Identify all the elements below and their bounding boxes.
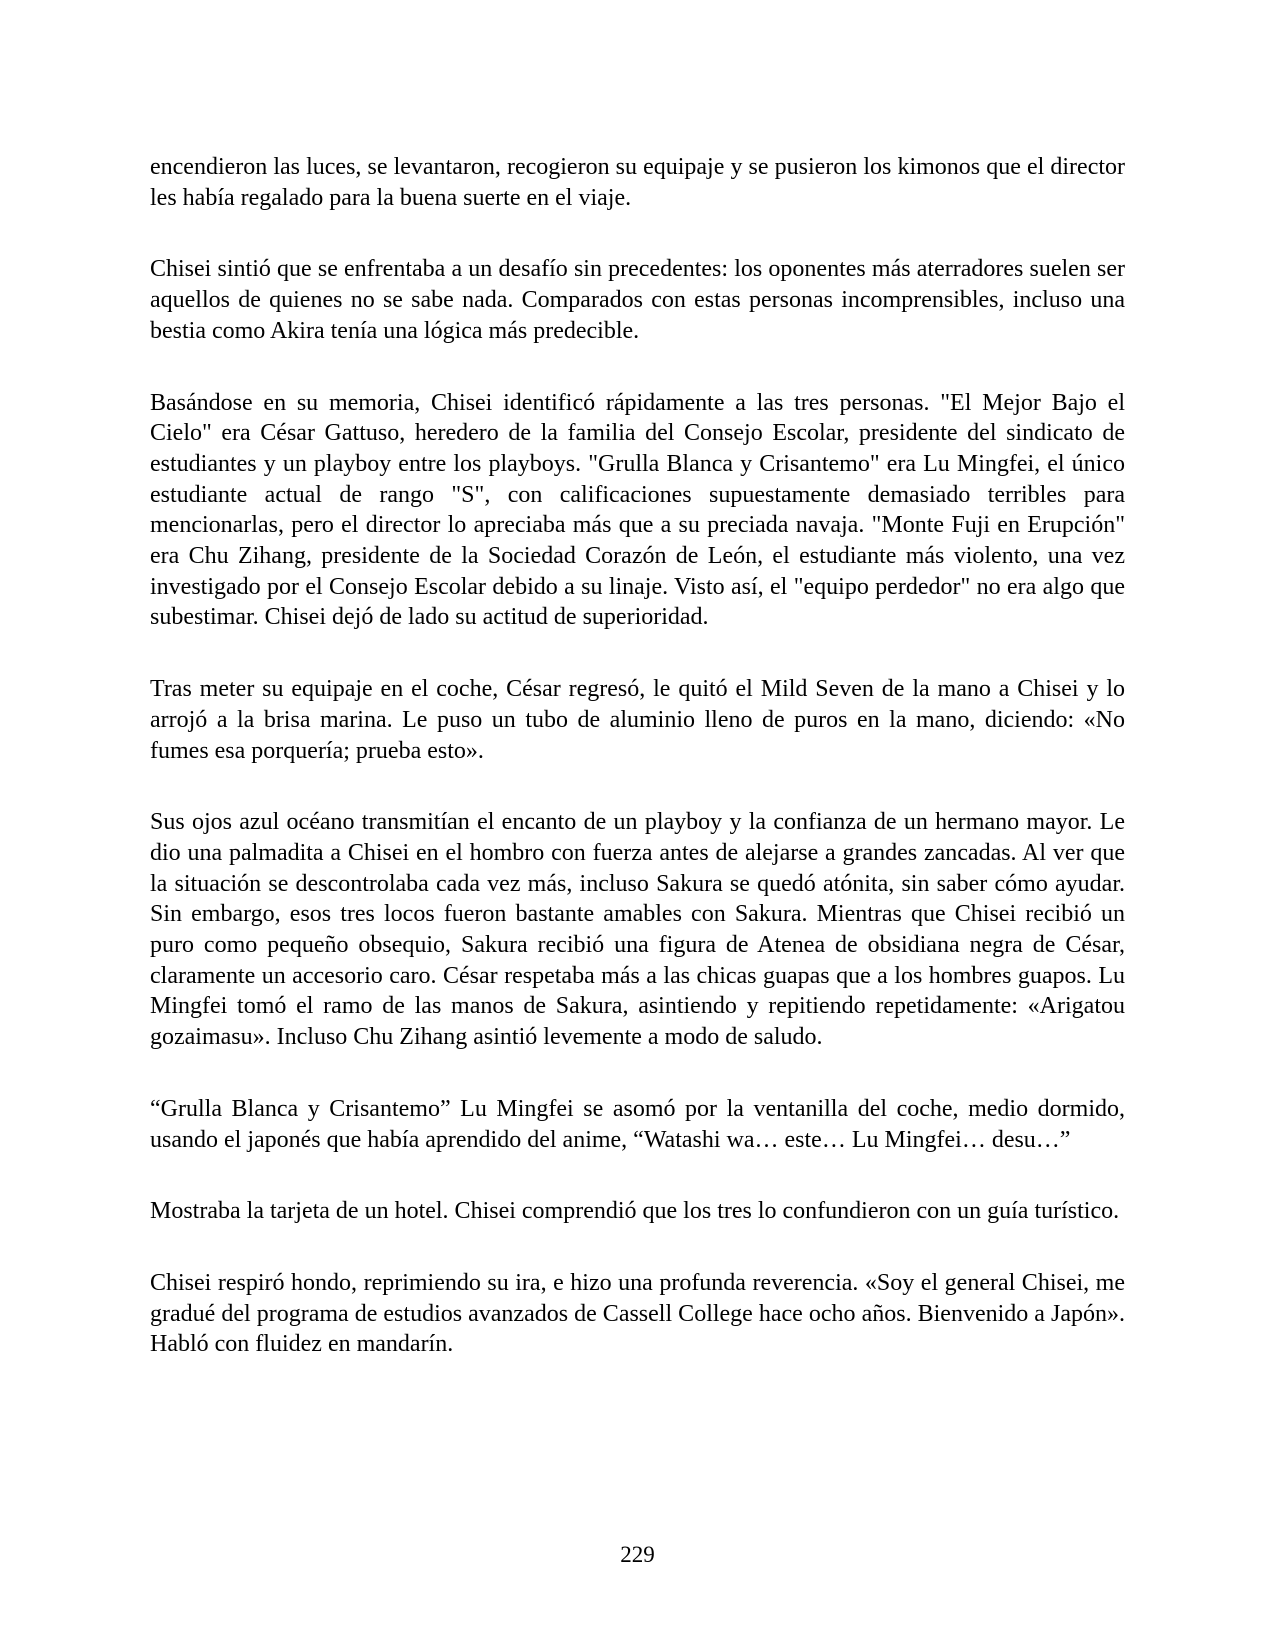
page-footer: [0, 1541, 1275, 1569]
page-number: 229: [620, 1542, 655, 1567]
paragraph-2: Chisei sintió que se enfrentaba a un desafío sin precedentes: los oponentes más aterradores suelen ser aquellos de quienes no se sabe nada. Comparados con estas personas incomprensibles, incluso una bestia como Akira tenía una lógica más predecible.: [150, 256, 1125, 344]
paragraph-1: encendieron las luces, se levantaron, recogieron su equipaje y se pusieron los kimonos que el director les había regalado para la buena suerte en el viaje.: [150, 154, 1125, 211]
paragraph-6: “Grulla Blanca y Crisantemo” Lu Mingfei se asomó por la ventanilla del coche, medio dormido, usando el japonés que había aprendido del anime, “Watashi wa… este… Lu Mingfei… desu…”: [150, 1095, 1125, 1153]
paragraph-4: Tras meter su equipaje en el coche, César regresó, le quitó el Mild Seven de la mano a Chisei y lo arrojó a la brisa marina. Le puso un tubo de aluminio lleno de puros en la mano, diciendo: «No fumes esa porquería; prueba esto».: [150, 676, 1125, 764]
page-body: [150, 152, 1125, 1360]
paragraph-5: Sus ojos azul océano transmitían el encanto de un playboy y la confianza de un hermano mayor. Le dio una palmadita a Chisei en el hombro con fuerza antes de alejarse a grandes zancadas. Al ver que la situación se descontrolaba cada vez más, incluso Sakura se quedó atónita, sin saber cómo ayudar. Sin embargo, esos tres locos fueron bastante amables con Sakura. Mientras que Chisei recibió un puro como pequeño obsequio, Sakura recibió una figura de Atenea de obsidiana negra de César, claramente un accesorio caro. César respetaba más a las chicas guapas que a los hombres guapos. Lu Mingfei tomó el ramo de las manos de Sakura, asintiendo y repitiendo repetidamente: «Arigatou gozaimasu». Incluso Chu Zihang asintió levemente a modo de saludo.: [150, 809, 1125, 1051]
paragraph-8: Chisei respiró hondo, reprimiendo su ira, e hizo una profunda reverencia. «Soy el general Chisei, me gradué del programa de estudios avanzados de Cassell College hace ocho años. Bienvenido a Japón». Habló con fluidez en mandarín.: [150, 1269, 1125, 1358]
paragraph-7: Mostraba la tarjeta de un hotel. Chisei comprendió que los tres lo confundieron con un guía turístico.: [150, 1198, 1120, 1225]
paragraph-3: Basándose en su memoria, Chisei identificó rápidamente a las tres personas. "El Mejor Bajo el Cielo" era César Gattuso, heredero de la familia del Consejo Escolar, presidente del sindicato de estudiantes y un playboy entre los playboys. "Grulla Blanca y Crisantemo" era Lu Mingfei, el único estudiante actual de rango "S", con calificaciones supuestamente demasiado terribles para mencionarlas, pero el director lo apreciaba más que a su preciada navaja. "Monte Fuji en Erupción" era Chu Zihang, presidente de la Sociedad Corazón de León, el estudiante más violento, una vez investigado por el Consejo Escolar debido a su linaje. Visto así, el "equipo perdedor" no era algo que subestimar. Chisei dejó de lado su actitud de superioridad.: [150, 389, 1125, 631]
